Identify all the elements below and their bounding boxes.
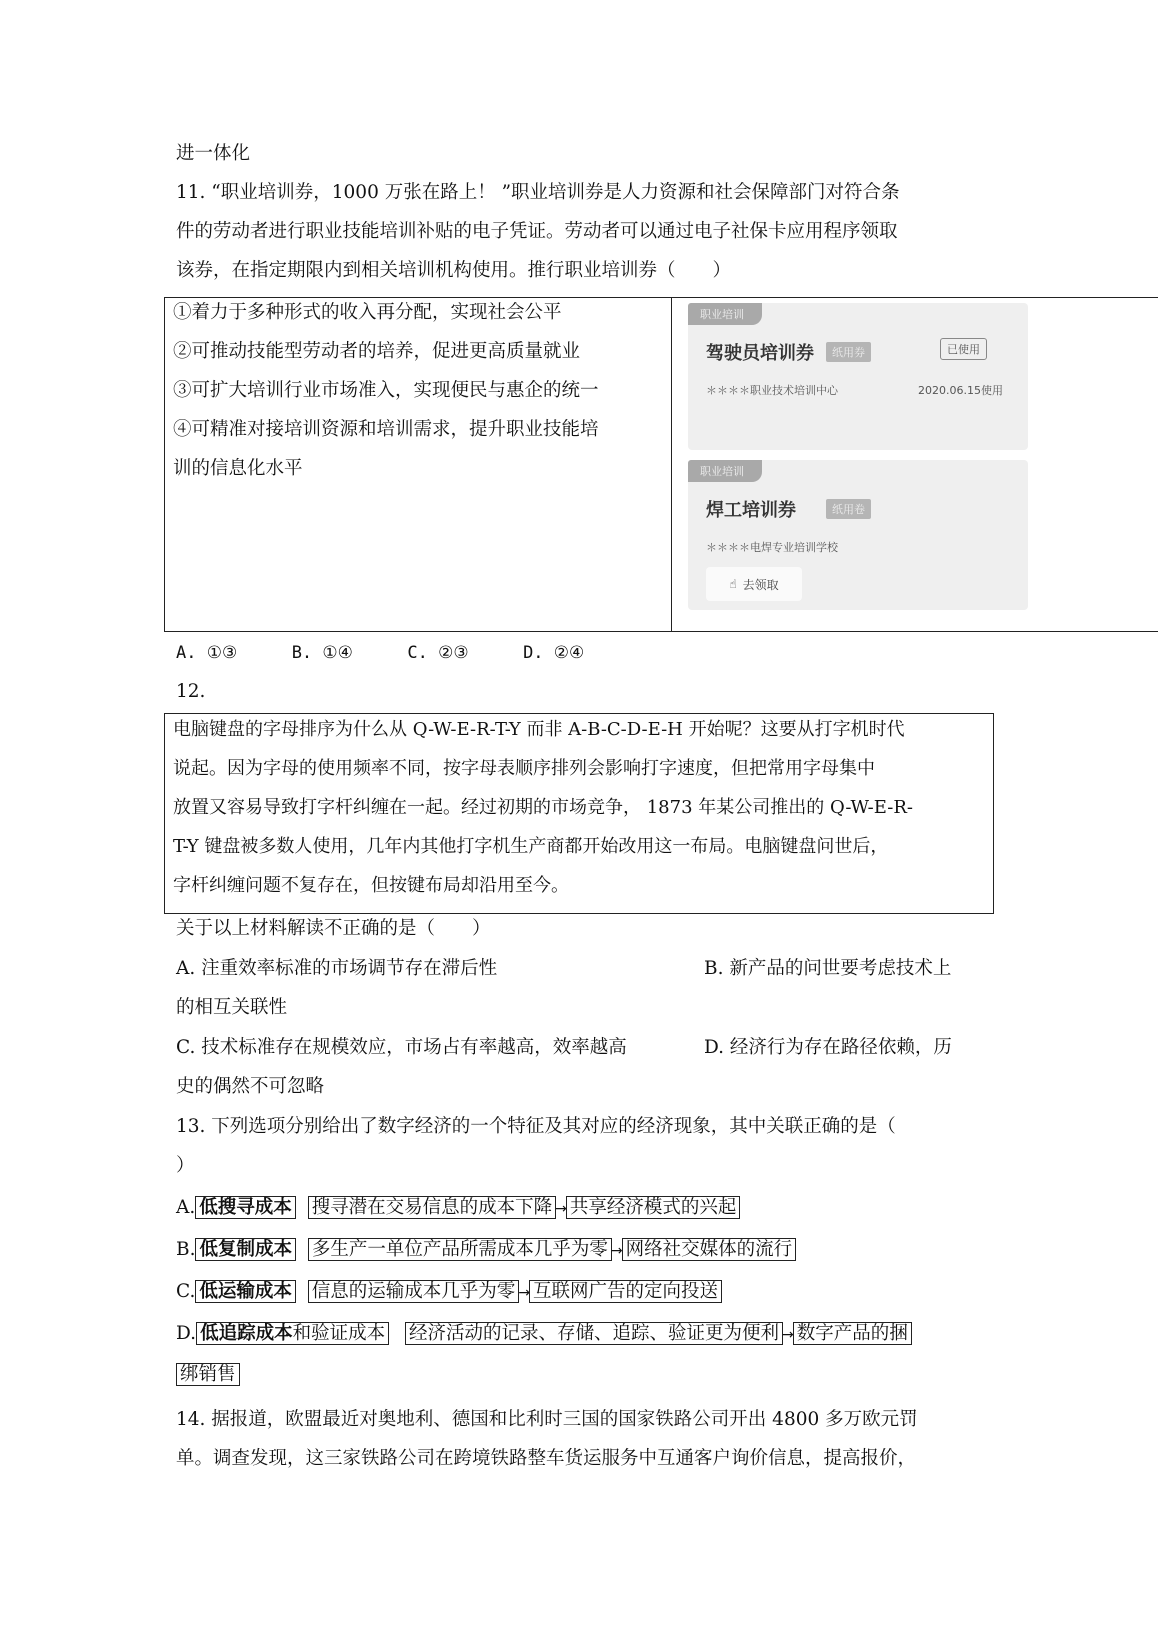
- mechanism-box: 经济活动的记录、存储、追踪、验证更为便利: [405, 1322, 783, 1345]
- hand-icon: ☝: [729, 577, 737, 591]
- q13-option-b: [176, 1238, 796, 1263]
- option-letter: D.: [176, 1323, 197, 1344]
- q12-material-line: 放置又容易导致打字杆纠缠在一起。经过初期的市场竞争， 1873 年某公司推出的 Q-W-E-R-: [173, 797, 913, 818]
- result-box: 互联网广告的定向投送: [529, 1280, 722, 1303]
- q13-option-a: [176, 1196, 740, 1221]
- q11-stem-line: 该券，在指定期限内到相关培训机构使用。推行职业培训券（ ）: [176, 260, 732, 281]
- mechanism-box: 信息的运输成本几乎为零: [308, 1280, 520, 1303]
- q13-stem-end: ）: [176, 1155, 195, 1176]
- voucher-tag: 职业培训: [688, 303, 762, 325]
- voucher-school: ＊＊＊＊职业技术培训中心: [706, 384, 838, 397]
- q11-options: [176, 641, 584, 665]
- arrow-icon: →: [782, 1327, 794, 1343]
- mechanism-box: 搜寻潜在交易信息的成本下降: [308, 1196, 557, 1219]
- voucher-badge: 纸用卷: [826, 499, 871, 519]
- q11-option-b: B. ①④: [291, 643, 353, 663]
- feature-box: 低搜寻成本: [195, 1196, 296, 1219]
- q11-item: ④可精准对接培训资源和培训需求，提升职业技能培: [173, 419, 599, 440]
- table-divider: [671, 298, 672, 631]
- q13-stem: 13. 下列选项分别给出了数字经济的一个特征及其对应的经济现象，其中关联正确的是（: [176, 1116, 896, 1137]
- result-box: 网络社交媒体的流行: [622, 1238, 797, 1261]
- option-letter: A.: [176, 1197, 196, 1218]
- q11-item: ①着力于多种形式的收入再分配，实现社会公平: [173, 302, 562, 323]
- result-box: 数字产品的捆: [793, 1322, 912, 1345]
- feature-box: 低运输成本: [195, 1280, 296, 1303]
- voucher-date: 2020.06.15使用: [918, 384, 1003, 397]
- q14-line: 单。调查发现，这三家铁路公司在跨境铁路整车货运服务中互通客户询价信息，提高报价，: [176, 1448, 917, 1469]
- option-letter: B.: [176, 1239, 196, 1260]
- used-stamp: 已使用: [940, 338, 987, 360]
- feature-extra-text: 和验证成本: [292, 1323, 386, 1344]
- q12-material-line: 电脑键盘的字母排序为什么从 Q-W-E-R-T-Y 而非 A-B-C-D-E-H 开始呢？这要从打字机时代: [173, 719, 905, 740]
- q10-tail: 进一体化: [176, 143, 251, 164]
- q11-stem-line: 件的劳动者进行职业技能培训补贴的电子凭证。劳动者可以通过电子社保卡应用程序领取: [176, 221, 898, 242]
- q11-option-a: A. ①③: [176, 643, 238, 663]
- q13-option-c: [176, 1280, 722, 1305]
- arrow-icon: →: [518, 1285, 531, 1301]
- arrow-icon: →: [610, 1243, 623, 1259]
- voucher-card-welder: [688, 460, 1028, 610]
- q12-option-d: D. 经济行为存在路径依赖，历: [704, 1037, 952, 1058]
- q11-stem-line: 11. “职业培训券，1000 万张在路上！ ”职业培训券是人力资源和社会保障部门对符合条: [176, 182, 900, 203]
- feature-bold-text: 低追踪成本: [200, 1323, 293, 1344]
- q13-option-d-cont: [176, 1363, 240, 1387]
- claim-button: [706, 567, 802, 601]
- q12-number: 12.: [176, 681, 206, 702]
- result-box-cont: 绑销售: [176, 1363, 240, 1386]
- voucher-school: ＊＊＊＊电焊专业培训学校: [706, 541, 838, 554]
- voucher-card-driver: [688, 303, 1028, 450]
- voucher-title: 驾驶员培训券: [706, 343, 814, 364]
- q12-material-line: 字杆纠缠问题不复存在，但按键布局却沿用至今。: [173, 875, 569, 896]
- q11-option-c: C. ②③: [407, 643, 469, 663]
- feature-box: 低复制成本: [195, 1238, 296, 1261]
- result-box: 共享经济模式的兴起: [566, 1196, 741, 1219]
- q12-option-c: C. 技术标准存在规模效应，市场占有率越高，效率越高: [176, 1037, 627, 1058]
- q12-option-b-cont: 的相互关联性: [176, 997, 288, 1018]
- feature-box: [196, 1322, 389, 1345]
- arrow-icon: →: [555, 1201, 567, 1217]
- mechanism-box: 多生产一单位产品所需成本几乎为零: [308, 1238, 612, 1261]
- voucher-badge: 纸用券: [826, 342, 871, 362]
- q12-option-d-cont: 史的偶然不可忽略: [176, 1076, 325, 1097]
- q12-stem: 关于以上材料解读不正确的是（ ）: [176, 918, 491, 939]
- q12-material-line: T-Y 键盘被多数人使用，几年内其他打字机生产商都开始改用这一布局。电脑键盘问世后，: [173, 836, 889, 857]
- q11-item: ③可扩大培训行业市场准入，实现便民与惠企的统一: [173, 380, 599, 401]
- q12-material-line: 说起。因为字母的使用频率不同，按字母表顺序排列会影响打字速度，但把常用字母集中: [173, 758, 875, 779]
- option-letter: C.: [176, 1281, 196, 1302]
- q11-option-d: D. ②④: [523, 643, 585, 663]
- q14-line: 14. 据报道，欧盟最近对奥地利、德国和比利时三国的国家铁路公司开出 4800 多万欧元罚: [176, 1409, 918, 1430]
- q11-item: 训的信息化水平: [173, 458, 303, 479]
- q11-item: ②可推动技能型劳动者的培养，促进更高质量就业: [173, 341, 581, 362]
- voucher-title: 焊工培训券: [706, 500, 796, 521]
- q13-option-d: [176, 1322, 912, 1347]
- voucher-tag: 职业培训: [688, 460, 762, 482]
- q12-option-b: B. 新产品的问世要考虑技术上: [704, 958, 952, 979]
- q12-option-a: A. 注重效率标准的市场调节存在滞后性: [176, 958, 498, 979]
- claim-button-label: 去领取: [742, 577, 779, 592]
